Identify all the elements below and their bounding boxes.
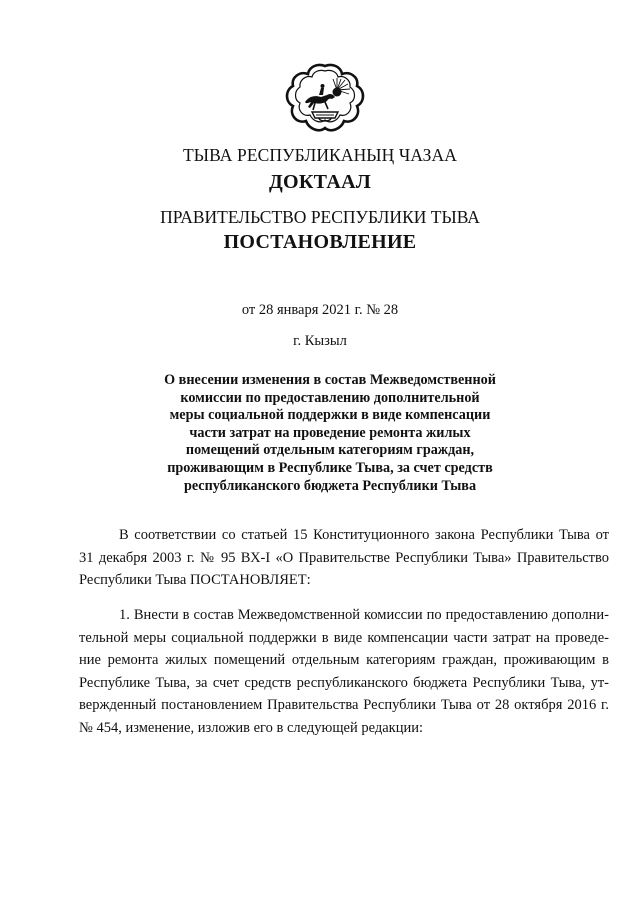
- paragraph-line: ние ремонта жилых помещений отдельным категориям граждан, проживающим в: [79, 652, 609, 669]
- document-date-number: от 28 января 2021 г. № 28: [241, 302, 399, 318]
- russian-government-name: ПРАВИТЕЛЬСТВО РЕСПУБЛИКИ ТЫВА: [160, 207, 480, 227]
- title-line: О внесении изменения в состав Межведомственной: [164, 372, 496, 388]
- document-title: [140, 372, 520, 495]
- paragraph-line: Республике Тыва, за счет средств республиканского бюджета Республики Тыва, ут-: [79, 674, 609, 691]
- title-line: проживающим в Республике Тыва, за счет средств: [167, 459, 493, 476]
- paragraph-line: № 454, изменение, изложив его в следующей редакции:: [79, 719, 424, 736]
- paragraph-line: тельной меры социальной поддержки в виде компенсации части затрат на проведе-: [79, 629, 609, 646]
- paragraph-line: В соответствии со статьей 15 Конституционного закона Республики Тыва от: [119, 527, 609, 543]
- tuvan-document-type: ДОКТААЛ: [268, 171, 372, 193]
- tuvan-government-name: ТЫВА РЕСПУБЛИКАНЫҢ ЧАЗАА: [182, 145, 458, 165]
- paragraph-line: 1. Внести в состав Межведомственной комиссии по предоставлению дополни-: [119, 607, 609, 623]
- title-line: комиссии по предоставлению дополнительной: [180, 389, 480, 406]
- paragraph-line: 31 декабря 2003 г. № 95 ВХ-I «О Правительстве Республики Тыва» Правительство: [79, 549, 609, 566]
- title-line: части затрат на проведение ремонта жилых: [189, 424, 471, 441]
- russian-document-type: ПОСТАНОВЛЕНИЕ: [223, 231, 417, 253]
- document-city: г. Кызыл: [293, 333, 347, 349]
- title-line: меры социальной поддержки в виде компенсации: [169, 407, 491, 424]
- title-line: помещений отдельным категориям граждан,: [185, 442, 475, 459]
- paragraph-line: Республики Тыва ПОСТАНОВЛЯЕТ:: [79, 572, 311, 589]
- tuva-coat-of-arms-icon: [285, 62, 365, 136]
- item-1-paragraph: [79, 604, 609, 740]
- paragraph-line: вержденный постановлением Правительства Республики Тыва от 28 октября 2016 г.: [79, 697, 609, 714]
- title-line: республиканского бюджета Республики Тыва: [183, 477, 477, 494]
- preamble-paragraph: [79, 524, 609, 592]
